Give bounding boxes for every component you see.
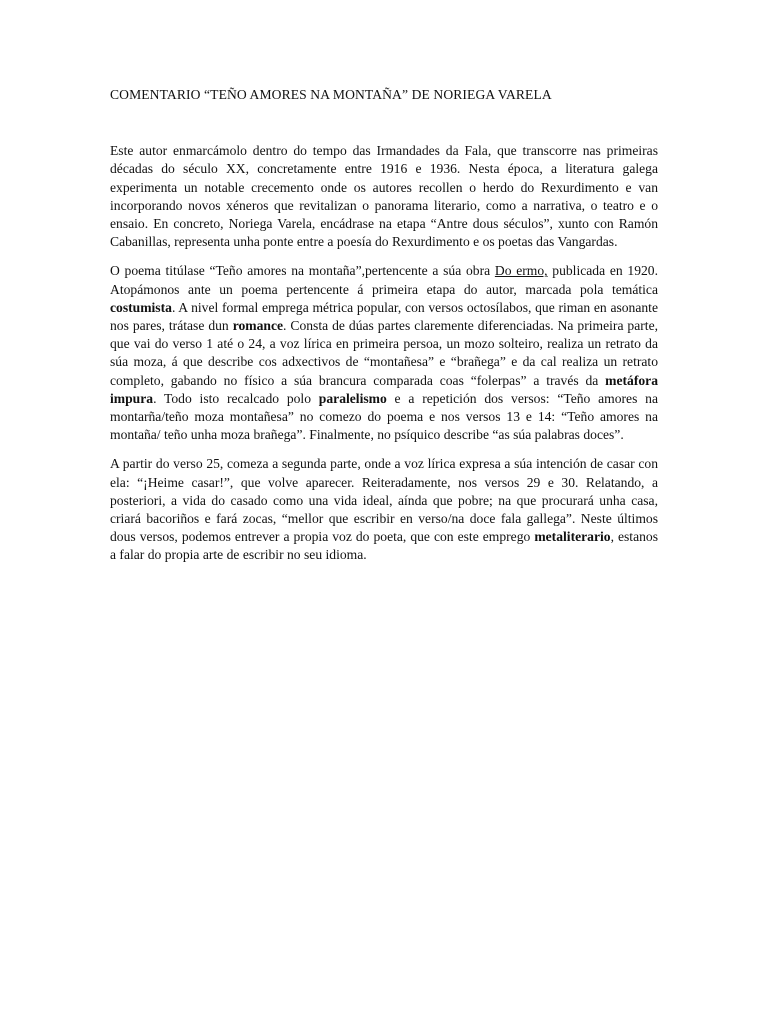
document-title: COMENTARIO “TEÑO AMORES NA MONTAÑA” DE NORIEGA VARELA [110,87,552,102]
text-run: O poema titúlase “Teño amores na montaña”,pertencente a súa obra [110,263,495,279]
paragraph-analysis-first-part [110,262,658,444]
text-run: e a repetición dos versos: “Teño amores na montarña/teño moza montañesa” no comezo do poema e nos versos 13 e 14: “Teño amores na montaña/ teño unha moza brañega”. Finalmente, no psíquico describe “as súa palabras doces”. [110,390,658,443]
bold-term-paralelismo: paralelismo [318,390,387,406]
text-run: . Todo isto recalcado polo [153,390,319,406]
text-run: publicada en 1920. Atopámonos ante un poema pertencente á primeira etapa do autor, marcada pola temática [110,263,658,297]
text-run: , estanos a falar do propia arte de escribir no seu idioma. [110,529,658,563]
paragraph-context: Este autor enmarcámolo dentro do tempo das Irmandades da Fala, que transcorre nas primeiras décadas do século XX, concretamente entre 1916 e 1936. Nesta época, a literatura galega experimenta un notable crecemento onde os autores recollen o herdo do Rexurdimento e van incorporando novos xéneros que revitalizan o panorama literario, como a narrativa, o teatro e o ensaio. En concreto, Noriega Varela, encádrase na etapa “Antre dous séculos”, xunto con Ramón Cabanillas, representa unha ponte entre a poesía do Rexurdimento e os poetas das Vangardas. [110,143,658,250]
text-run: . A nivel formal emprega métrica popular, con versos octosílabos, que riman en asonante nos pares, trátase dun [110,299,658,334]
text-run: . Consta de dúas partes claremente diferenciadas. Na primeira parte, que vai do verso 1 até o 24, a voz lírica en primeira persoa, un mozo solteiro, realiza un retrato da súa moza, á que describe cos adxectivos de “montañesa” e “brañega” e da cal realiza un retrato completo, gabando no físico a súa brancura comparada coas “folerpas” a través da [110,318,659,388]
document-body [110,86,658,576]
bold-term-metafora: metáfora impura [110,372,658,406]
work-title: Do ermo, [494,263,548,279]
text-run: A partir do verso 25, comeza a segunda parte, onde a voz lírica expresa a súa intención de casar con ela: “¡Heime casar!”, que volve aparecer. Reiteradamente, nos versos 29 e 30. Relatando, a posteriori, a vida do casado como una vida ideal, aínda que pobre; na que procurará unha casa, criará bacoriños e fará zocas, “mellor que escribir en verso/na doce fala gallega”. Neste últimos dous versos, podemos entrever a propia voz do poeta, que con este emprego [110,456,658,545]
bold-term-romance: romance [232,318,284,334]
paragraph-analysis-second-part [110,455,658,564]
bold-term-costumista: costumista [110,299,172,315]
bold-term-metaliterario: metaliterario [534,529,611,545]
